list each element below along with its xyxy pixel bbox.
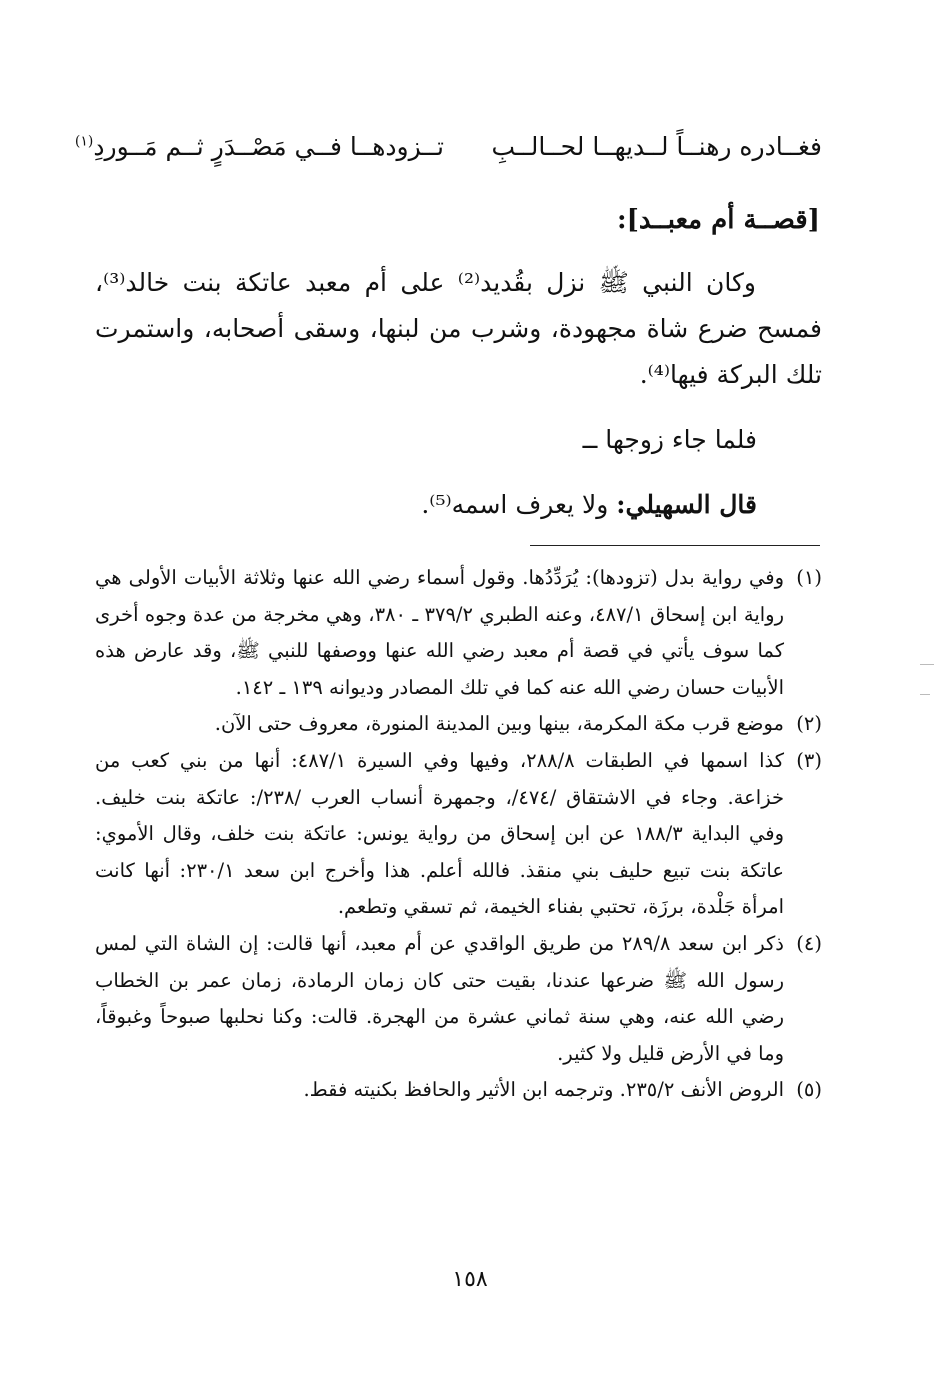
footnotes [95,560,822,1109]
footnote-text: الروض الأنف ٢٣٥/٢. وترجمه ابن الأثير والحافظ بكنيته فقط. [303,1078,784,1102]
footnote-text: كذا اسمها في الطبقات ٢٨٨/٨، وفيها وفي السيرة ٤٨٧/١: أنها من بني كعب من خزاعة. وجاء في الاشتقاق /٤٧٤/، وجمهرة أنساب العرب /٢٣٨/: عاتكة بنت خليف. وفي البداية ١٨٨/٣ عن ابن إسحاق من رواية يونس: عاتكة بنت خلف، وقال الأموي: عاتكة بنت تبيع حليف بني منقذ. فالله أعلم. هذا وأخرج ابن سعد ٢٣٠/١: أنها كانت امرأة جَلْدة، برزَة، تحتبي بفناء الخيمة، ثم تسقي وتطعم. [95,748,785,919]
footnote-number: (٣) [796,748,822,772]
footnote-text: موضع قرب مكة المكرمة، بينها وبين المدينة المنورة، معروف حتى الآن. [214,712,784,736]
speaker-label: قال السهيلي: [616,490,757,519]
footnote [95,743,822,926]
scan-mark [920,664,934,665]
footnote-number: (٢) [796,712,822,736]
footnote [95,926,822,1072]
speaker-quote: ولا يعرف اسمه⁽⁵⁾. [421,490,617,519]
section-heading: [قصــة أم معبــد]: [617,205,820,235]
footnote [95,1072,822,1109]
footnote [95,560,822,706]
footnote [95,706,822,743]
footnote-reference: (١) [74,133,94,150]
poetry-verse [74,122,822,172]
footnote-number: (٤) [796,931,822,955]
verse-first-hemistich: فغــادره رهنــاً لــديهــا لحــالــبِ [491,132,822,161]
footnote-number: (٥) [796,1078,822,1102]
verse-second-hemistich-text: تــزودهــا فــي مَصْــدَرٍ ثــم مَــوردِ [93,132,444,161]
footnote-divider [530,545,820,546]
verse-second-hemistich [75,122,444,172]
page-number: ١٥٨ [452,1267,488,1292]
scan-mark [920,694,930,695]
main-paragraph: وكان النبي ﷺ نزل بقُديد⁽²⁾ على أم معبد عاتكة بنت خالد⁽³⁾، فمسح ضرع شاة مجهودة، وشرب من لبنها، وسقى أصحابه، واستمرت تلك البركة فيها⁽⁴⁾. [95,268,822,389]
footnote-number: (١) [796,566,822,589]
main-line-suhaili [421,485,757,525]
main-line-husband: فلما جاء زوجها ــ [582,425,757,454]
main-text [95,260,822,398]
footnote-text: وفي رواية بدل (تزودها): يُرَدِّدُها. وقول أسماء رضي الله عنها وثلاثة الأبيات الأولى هي رواية ابن إسحاق ٤٨٧/١، وعنه الطبري ٣٧٩/٢ ـ ٣٨٠، وهي مخرجة من عدة وجوه أخرى كما سوف يأتي في قصة أم معبد رضي الله عنها ووصفها للنبي ﷺ، وقد عارض هذه الأبيات حسان رضي الله عنه كما في تلك المصادر وديوانه ١٣٩ ـ ١٤٢. [95,566,784,699]
footnote-text: ذكر ابن سعد ٢٨٩/٨ من طريق الواقدي عن أم معبد، أنها قالت: إن الشاة التي لمس رسول الله ﷺ ضرعها عندنا، بقيت حتى كان زمان الرمادة، زمان عمر بن الخطاب رضي الله عنه، وهي سنة ثماني عشرة من الهجرة. قالت: وكنا نحلبها صبوحاً وغبوقاً، وما في الأرض قليل ولا كثير. [95,931,784,1065]
